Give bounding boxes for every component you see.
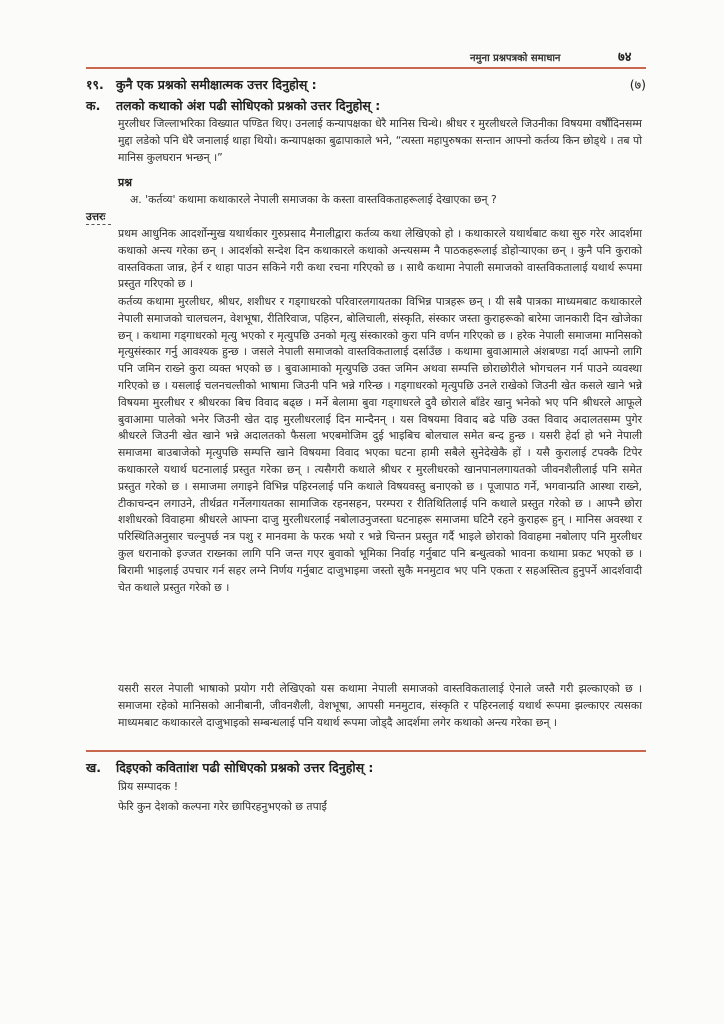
poem-line-2: फेरि कुन देशको कल्पना गरेर छापिरहनुभएको छ तपाईं [118, 800, 327, 813]
passage-text: मुरलीधर जिल्लाभरिका विख्यात पण्डित थिए। उनलाई कन्यापक्षका धेरै मानिस चिन्थे। श्रीधर र मुरलीधरले जिउनीका विषयमा वर्षौंदिनसम्म मुद्दा लडेको पनि धेरै जनालाई थाहा थियो। कन्यापक्षका बुढापाकाले भने, “त्यस्ता महापुरुषका सन्तान आफ्नो कर्तव्य किन छोड्थे । तब पो मानिस कुलघरान भन्छन् ।” [118, 117, 642, 164]
section-divider [86, 750, 646, 752]
answer-paragraph-1: प्रथम आधुनिक आदर्शोन्मुख यथार्थकार गुरुप्रसाद मैनालीद्वारा कर्तव्य कथा लेखिएको हो । कथाकारले यथार्थबाट कथा सुरु गरेर आदर्शमा कथाको अन्त्य गरेका छन् । आदर्शको सन्देश दिन कथाकारले कथाको अन्त्यसम्म नै पाठकहरूलाई डोहोऱ्याएका छन् । कुनै पनि कुराको वास्तविकता जान्न, हेर्न र थाहा पाउन सकिने गरी कथा रचना गरिएको छ । साथै कथामा नेपाली समाजको वास्तविकतालाई यथार्थ रूपमा प्रस्तुत गरिएको छ । [118, 227, 642, 291]
answer-paragraph-2: कर्तव्य कथामा मुरलीधर, श्रीधर, शशीधर र गड्गाधरको परिवारलगायतका विभिन्न पात्रहरू छन् । यी सबै पात्रका माध्यमबाट कथाकारले नेपाली समाजको चालचलन, वेशभूषा, रीतिरिवाज, पहिरन, बोलिचाली, संस्कृति, संस्कार जस्ता कुराहरूको बारेमा जानकारी दिन खोजेका छन् । कथामा गड्गाधरको मृत्यु भएको र मृत्युपछि उनको मृत्यु संस्कारको कुरा पनि वर्णन गरिएको छ । हरेक नेपाली समाजमा मानिसको मृत्युसंस्कार गर्नु आवश्यक हुन्छ । जसले नेपाली समाजको वास्तविकतालाई दर्साउँछ । कथामा बुवाआमाले अंशबण्डा गर्दा आफ्नो लागि पनि जमिन राख्ने कुरा व्यक्त भएको छ । बुवाआमाको मृत्युपछि उक्त जमिन अथवा सम्पत्ति छोराछोरीले भोगचलन गर्न पाउने व्यवस्था गरिएको छ । यसलाई चलनचल्तीको भाषामा जिउनी पनि भन्ने गरिन्छ । गड्गाधरको मृत्युपछि उनले राखेको जिउनी खेत कसले खाने भन्ने विषयमा मुरलीधर र श्रीधरका बिच विवाद बढ्छ । मर्ने बेलामा बुवा गड्गाधरले दुवै छोराले बाँडेर खानु भनेको भए पनि श्रीधरले आफूले बुवाआमा पालेको भनेर जिउनी खेत दाइ मुरलीधरलाई दिन मान्दैनन् । यस विषयमा विवाद बढे पछि उक्त विवाद अदालतसम्म पुगेर श्रीधरले जिउनी खेत खाने भन्ने अदालतको फैसला भएबमोजिम दुई भाइबिच बोलचाल समेत बन्द हुन्छ । यसरी हेर्दा हो भने नेपाली समाजमा बाउबाजेको मृत्युपछि सम्पत्ति खाने विषयमा विवाद भएका घटना हामी सबैले सुनेदेखेकै हों । यसै कुरालाई टपक्कै टिपेर कथाकारले यथार्थ घटनालाई प्रस्तुत गरेका छन् । त्यसैगरी कथाले श्रीधर र मुरलीधरको खानपानलगायतको जीवनशैलीलाई पनि समेत प्रस्तुत गरेको छ । समाजमा लगाइने विभिन्न पहिरनलाई पनि कथाले विषयवस्तु बनाएको छ । पूजापाठ गर्ने, भगवान्प्रति आस्था राख्ने, टीकाचन्दन लगाउने, तीर्थव्रत गर्नेलगायतका सामाजिक रहनसहन, परम्परा र रीतिथितिलाई पनि कथाले प्रस्तुत गरेको छ । आफ्नै छोरा शशीधरको विवाहमा श्रीधरले आफ्ना दाजु मुरलीधरलाई नबोलाउनुजस्ता घटनाहरू समाजमा घटिनै रहने कुराहरू हुन् । मानिस अवस्था र परिस्थितिअनुसार चल्नुपर्छ नत्र पशु र मानवमा के फरक भयो र भन्ने चिन्तन प्रस्तुत गर्दै भाइले छोराको विवाहमा नबोलाए पनि मुरलीधर कुल धरानाको इज्जत राख्नका लागि पनि जन्त गएर बुवाको भूमिका निर्वाह गर्नुबाट पनि बन्धुत्वको भावना कथामा प्रकट भएको छ । बिरामी भाइलाई उपचार गर्न सहर लग्ने निर्णय गर्नुबाट दाजुभाइमा जस्तो सुकै मनमुटाव भए पनि एकता र सहअस्तित्व हुनुपर्ने आदर्शवादी चेत कथाले प्रस्तुत गरेको छ । [118, 295, 642, 594]
section-title: दिइएको कविताांश पढी सोधिएको प्रश्नको उत्तर दिनुहोस् : [116, 760, 374, 775]
question-19-heading [86, 76, 646, 93]
answer-paragraph-3: यसरी सरल नेपाली भाषाको प्रयोग गरी लेखिएको यस कथामा नेपाली समाजको वास्तविकतालाई ऐनाले जस्तै गरी झल्काएको छ । समाजमा रहेको मानिसको आनीबानी, जीवनशैली, वेशभूषा, आपसी मनमुटाव, संस्कृति र पहिरनलाई यथार्थ रूपमा झल्काएर त्यसका माध्यमबाट कथाकारले दाजुभाइको सम्बन्धलाई पनि यथार्थ रूपमा जोड्दै आदर्शमा लगेर कथाको अन्त्य गरेका छन् । [118, 682, 642, 729]
marks: (७) [629, 77, 646, 92]
answer-label: उत्तरः [86, 210, 111, 225]
page-number: ७४ [618, 50, 632, 65]
section-kha-heading [86, 759, 646, 776]
question-title: कुनै एक प्रश्नको समीक्षात्मक उत्तर दिनुहोस् : [116, 77, 317, 92]
running-header: नमुना प्रश्नपत्रको समाधान [470, 53, 561, 64]
poem-line-1: प्रिय सम्पादक ! [118, 780, 179, 793]
header-rule [86, 67, 646, 69]
question-text: अ. 'कर्तव्य' कथामा कथाकारले नेपाली समाजका के कस्ता वास्तविकताहरूलाई देखाएका छन् ? [130, 193, 497, 206]
section-label: ख. [86, 760, 101, 775]
prashna-label: प्रश्न [118, 176, 133, 189]
question-number: १९. [86, 77, 104, 92]
section-label: क. [86, 98, 101, 113]
section-title: तलको कथाको अंश पढी सोधिएको प्रश्नको उत्तर दिनुहोस् : [116, 98, 381, 113]
section-ka-heading [86, 97, 646, 114]
